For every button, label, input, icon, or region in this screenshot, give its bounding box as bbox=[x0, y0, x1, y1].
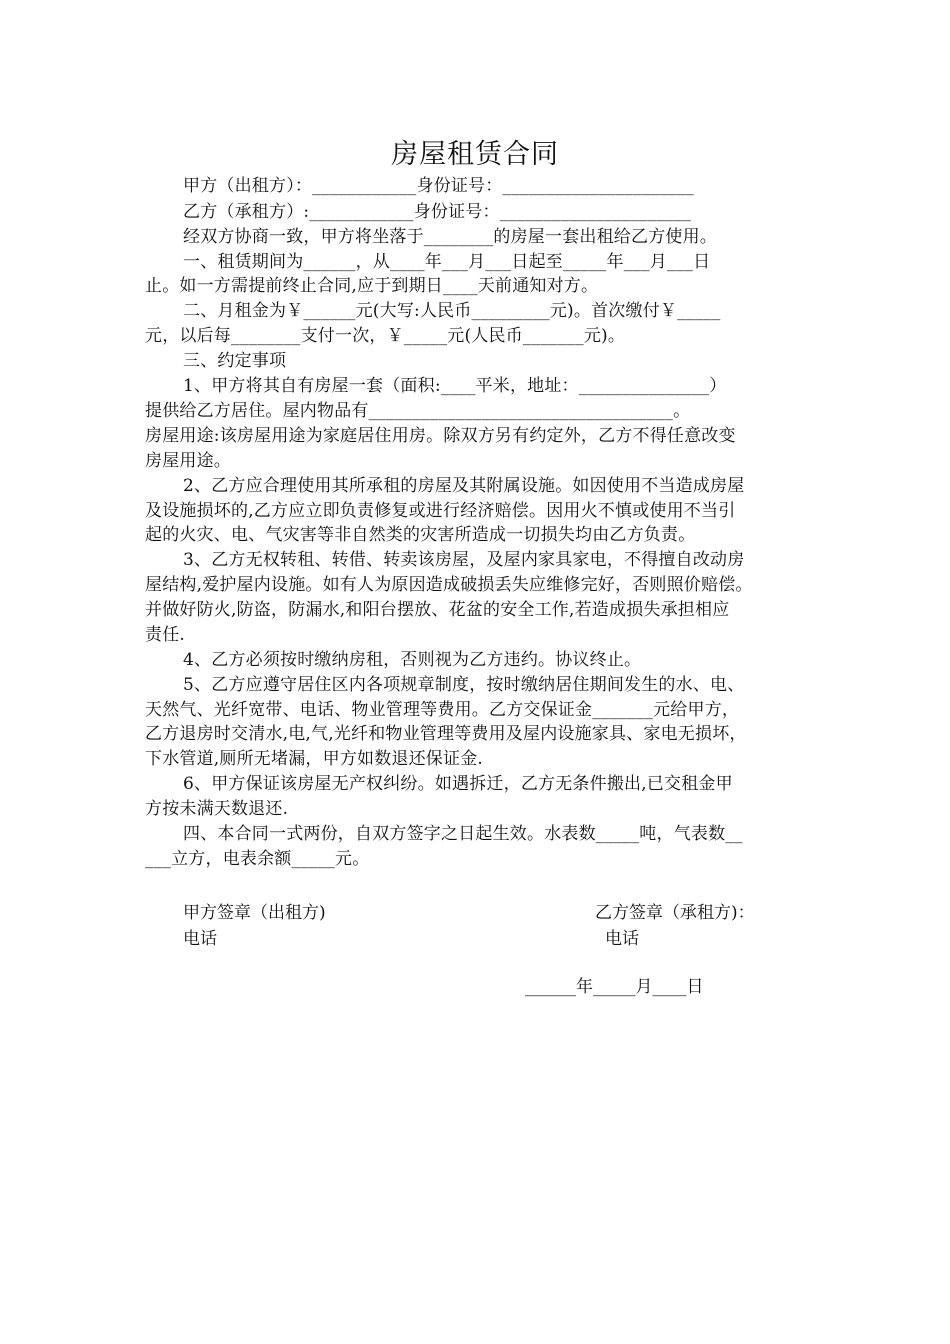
party-a-phone-label: 电话 bbox=[183, 929, 217, 949]
clause-4-line: 四、本合同一式两份，自双方签字之日起生效。水表数_____吨，气表数__ bbox=[183, 824, 743, 844]
item-1-line: 1、甲方将其自有房屋一套（面积:____平米，地址：_______________） bbox=[183, 376, 727, 396]
usage-cont: 房屋用途。 bbox=[145, 451, 231, 471]
item-3-cont-1: 屋结构,爱护屋内设施。如有人为原因造成破损丢失应维修完好，否则照价赔偿。 bbox=[145, 575, 753, 595]
clause-4-cont: ___立方，电表余额_____元。 bbox=[145, 849, 370, 869]
intro-line: 经双方协商一致，甲方将坐落于________的房屋一套出租给乙方使用。 bbox=[183, 227, 717, 247]
party-b-phone-label: 电话 bbox=[605, 929, 639, 949]
party-a-line: 甲方（出租方）：____________身份证号：______________________ bbox=[183, 176, 694, 196]
item-2-cont-1: 及设施损坏的,乙方应立即负责修复或进行经济赔偿。因用火不慎或使用不当引 bbox=[145, 501, 736, 521]
usage-line: 房屋用途:该房屋用途为家庭居住用房。除双方另有约定外，乙方不得任意改变 bbox=[145, 426, 736, 446]
signing-date-line: ______年_____月____日 bbox=[525, 977, 704, 997]
clause-1-line: 一、租赁期间为______，从____年___月___日起至_____年___月___日 bbox=[183, 252, 711, 272]
item-5-cont-1: 天然气、光纤宽带、电话、物业管理等费用。乙方交保证金_______元给甲方， bbox=[145, 700, 740, 720]
item-5-cont-3: 下水管道,厕所无堵漏，甲方如数退还保证金. bbox=[145, 749, 484, 769]
party-b-line: 乙方（承租方）:____________身份证号：______________________ bbox=[183, 202, 692, 222]
item-5-line: 5、乙方应遵守居住区内各项规章制度，按时缴纳居住期间发生的水、电、 bbox=[183, 675, 745, 695]
item-3-line: 3、乙方无权转租、转借、转卖该房屋，及屋内家具家电，不得擅自改动房 bbox=[183, 550, 745, 570]
clause-1-cont: 止。如一方需提前终止合同,应于到期日____天前通知对方。 bbox=[145, 276, 599, 296]
clause-3-heading: 三、约定事项 bbox=[183, 351, 287, 371]
item-4-line: 4、乙方必须按时缴纳房租，否则视为乙方违约。协议终止。 bbox=[183, 650, 642, 670]
item-3-cont-2: 并做好防火,防盗，防漏水,和阳台摆放、花盆的安全工作,若造成损失承担相应 bbox=[145, 600, 730, 620]
item-1-cont: 提供给乙方居住。屋内物品有___________________________________。 bbox=[145, 401, 691, 421]
item-2-cont-2: 起的火灾、电、气灾害等非自然类的灾害所造成一切损失均由乙方负责。 bbox=[145, 525, 696, 545]
item-6-cont: 方按未满天数退还. bbox=[145, 799, 289, 819]
item-6-line: 6、甲方保证该房屋无产权纠纷。如遇拆迁，乙方无条件搬出,已交租金甲 bbox=[183, 774, 733, 794]
clause-2-cont: 元，以后每________支付一次，￥_____元(人民币_______元)。 bbox=[145, 326, 626, 346]
party-b-signature-label: 乙方签章（承租方)： bbox=[595, 903, 755, 923]
item-2-line: 2、乙方应合理使用其所承租的房屋及其附属设施。如因使用不当造成房屋 bbox=[183, 476, 745, 496]
clause-2-line: 二、月租金为￥______元(大写:人民币_________元)。首次缴付￥_____ bbox=[183, 301, 721, 321]
document-title: 房屋租赁合同 bbox=[391, 139, 559, 170]
item-5-cont-2: 乙方退房时交清水,电,气,光纤和物业管理等费用及屋内设施家具、家电无损坏， bbox=[145, 724, 747, 744]
party-a-signature-label: 甲方签章（出租方) bbox=[183, 903, 326, 923]
item-3-cont-3: 责任. bbox=[145, 625, 186, 645]
